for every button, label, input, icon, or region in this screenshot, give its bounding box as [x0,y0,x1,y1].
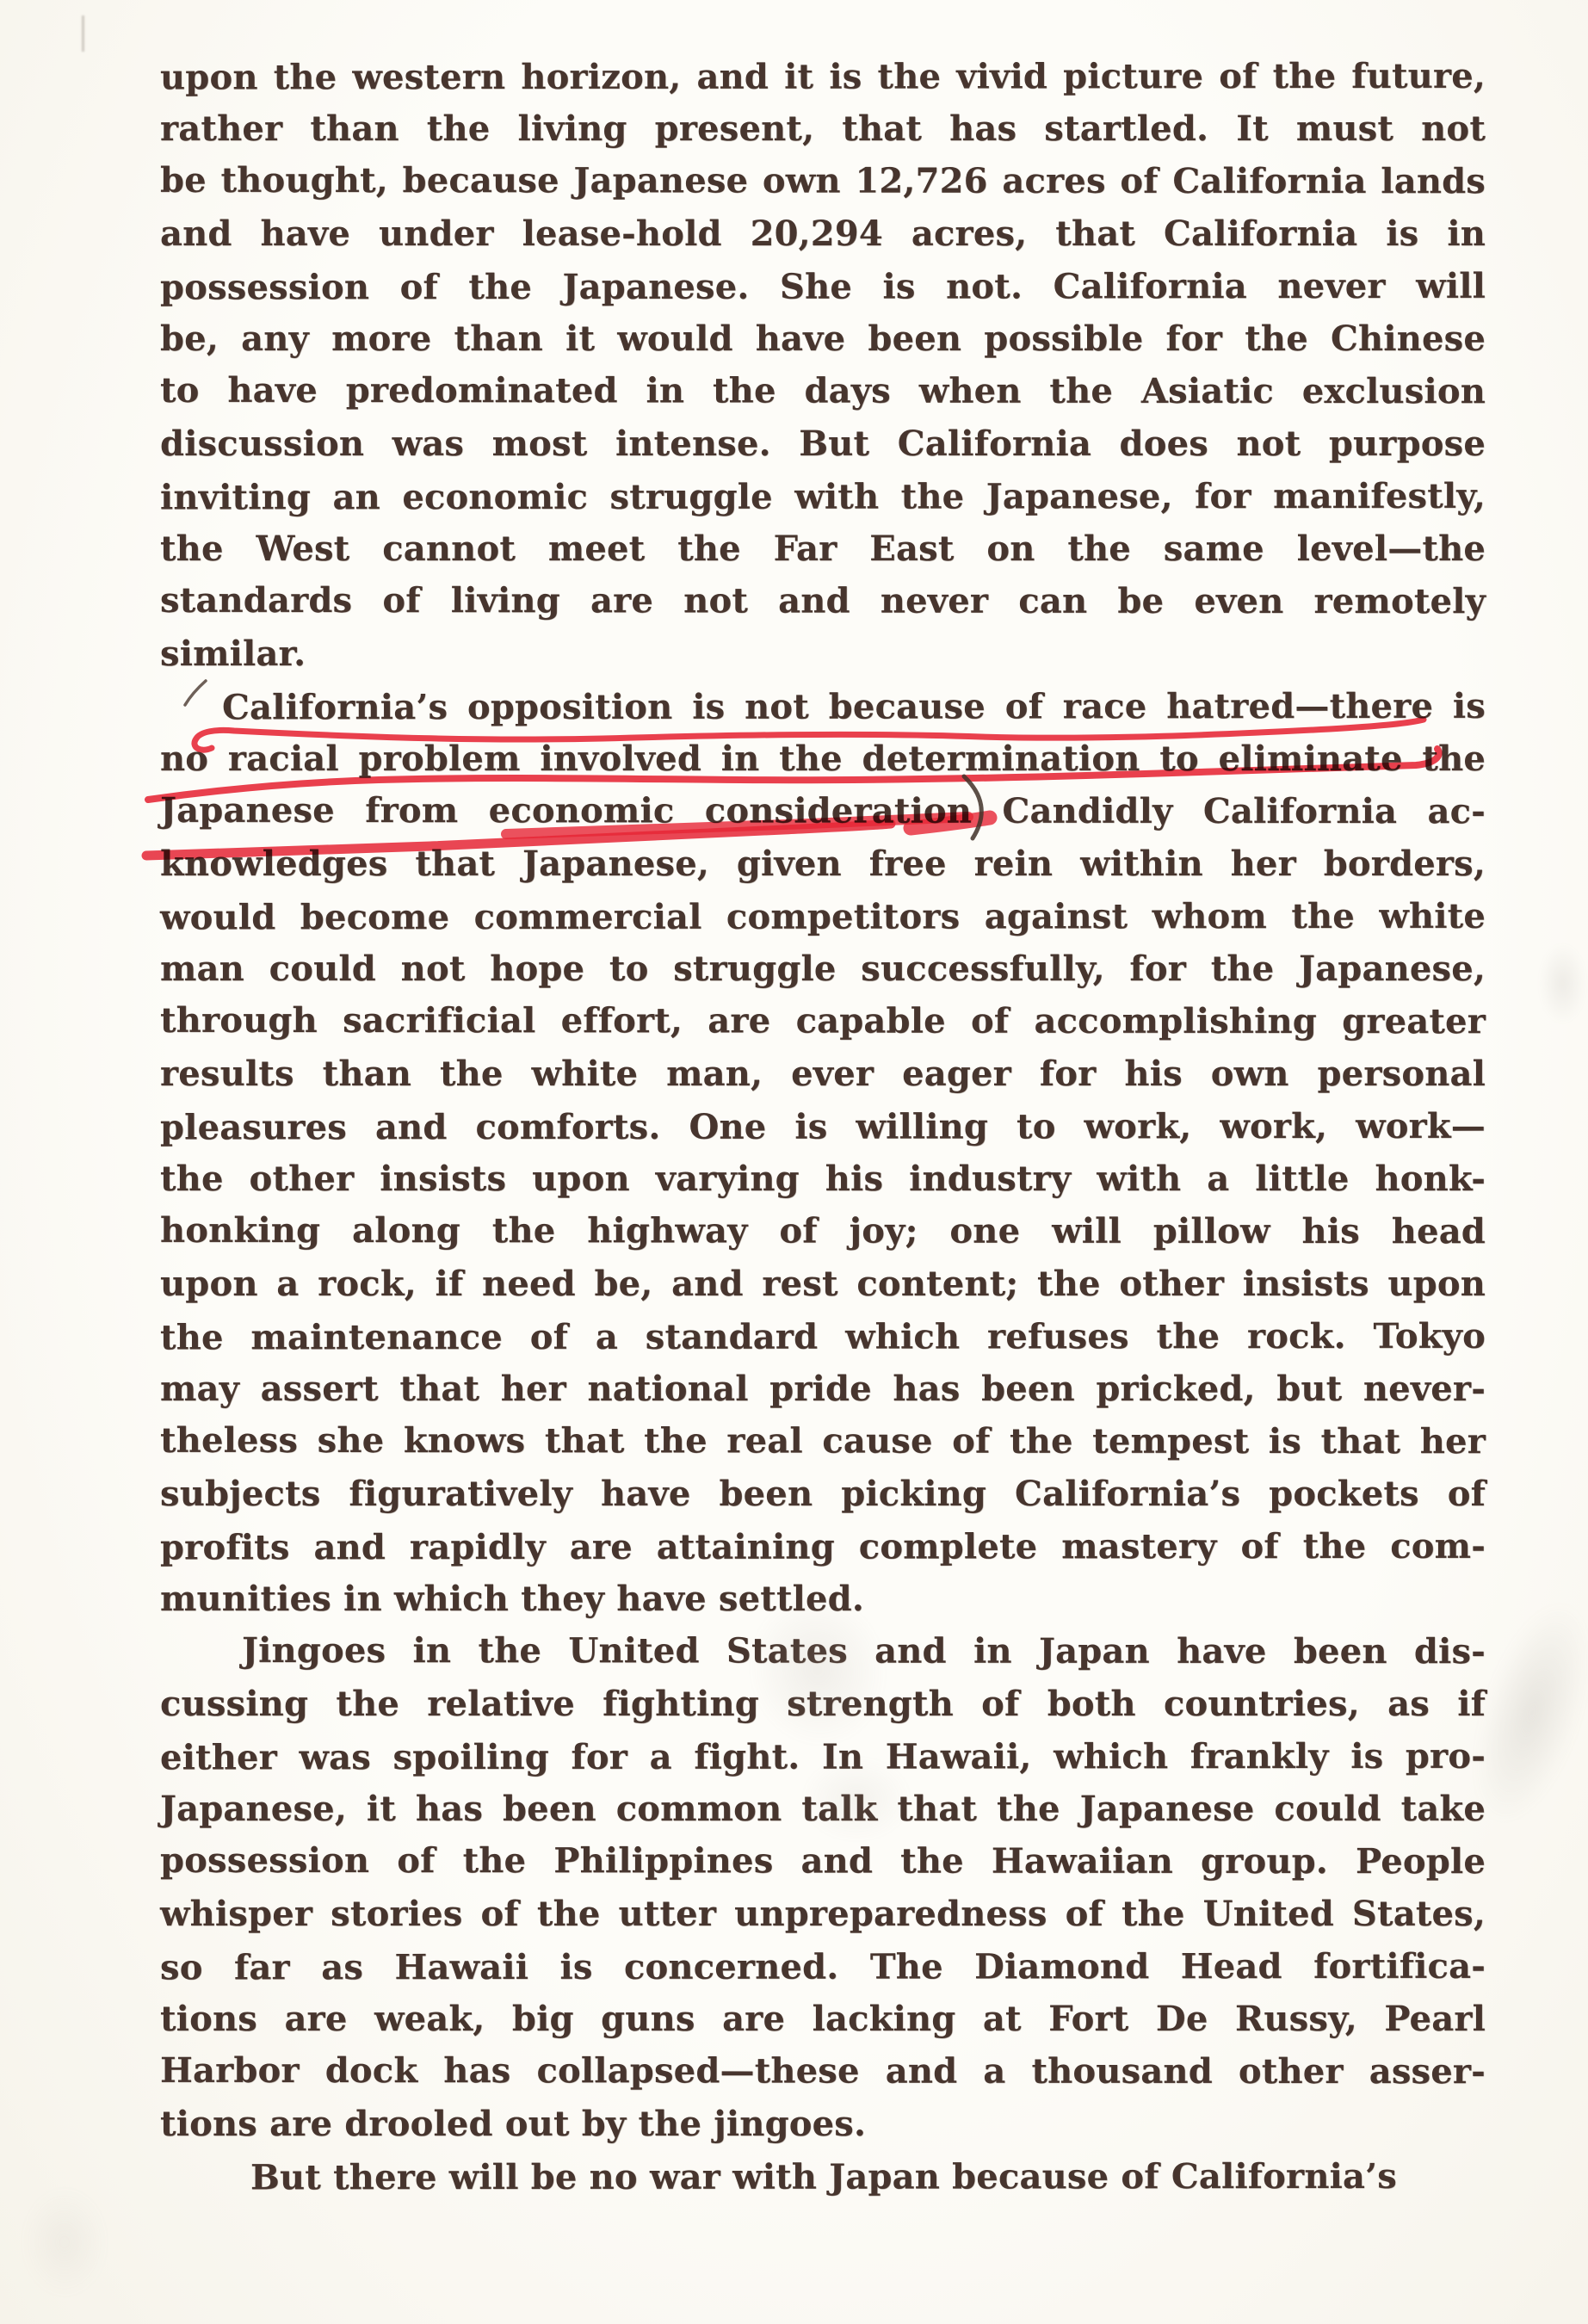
text-line: California’s opposition is not because of race hatred—there is [221,685,1486,728]
text-line: would become commercial competitors against whom the white [159,895,1486,938]
text-line: be thought, because Japanese own 12,726 acres of California lands [159,159,1486,202]
text-line: inviting an economic struggle with the Japanese, for manifestly, [159,475,1486,518]
text-line: either was spoiling for a fight. In Hawaii, which frankly is pro- [159,1735,1486,1778]
text-line: through sacrificial effort, are capable of accomplishing greater [159,999,1486,1042]
text-line: to have predominated in the days when the Asiatic exclusion [159,369,1486,412]
text-line: pleasures and comforts. One is willing to work, work, work— [159,1105,1486,1148]
text-line: similar. [160,634,306,674]
text-line: Japanese from economic consideration Candidly California ac- [159,789,1486,832]
text-line: honking along the highway of joy; one will pillow his head [159,1209,1486,1252]
text-line: the maintenance of a standard which refuses the rock. Tokyo [159,1315,1486,1358]
text-line: possession of the Philippines and the Hawaiian group. People [159,1839,1486,1882]
text-line: subjects figuratively have been picking California’s pockets of [160,1474,1486,1514]
text-line: no racial problem involved in the determination to eliminate the [160,739,1486,779]
text-line: discussion was most intense. But California does not purpose [160,423,1486,464]
text-line: whisper stories of the utter unpreparedness of the United States, [160,1894,1486,1934]
text-line: But there will be no war with Japan because of California’s [250,2155,1397,2198]
text-line: profits and rapidly are attaining complete mastery of the com- [159,1525,1486,1568]
text-line: knowledges that Japanese, given free rein within her borders, [160,844,1486,884]
scan-smudge [22,2186,108,2298]
text-line: tions are weak, big guns are lacking at Fort De Russy, Pearl [160,1999,1486,2039]
text-line: may assert that her national pride has been pricked, but never- [160,1369,1486,1409]
scan-smudge [1539,943,1586,1024]
text-line: theless she knows that the real cause of the tempest is that her [159,1419,1486,1462]
text-line: cussing the relative fighting strength of both countries, as if [160,1684,1486,1724]
text-line: Japanese, it has been common talk that the Japanese could take [160,1789,1486,1829]
text-line: Jingoes in the United States and in Japan have been dis- [241,1629,1486,1672]
text-line: upon the western horizon, and it is the vivid picture of the future, [159,55,1486,98]
text-line: the other insists upon varying his industry with a little honk- [160,1159,1486,1199]
text-line: Harbor dock has collapsed—these and a thousand other asser- [159,2049,1486,2092]
scan-edge-artifact [82,15,84,52]
text-line: the West cannot meet the Far East on the same level—the [160,528,1486,569]
text-line: and have under lease-hold 20,294 acres, that California is in [160,213,1486,254]
page-text [160,50,1486,2203]
text-line: man could not hope to struggle successfully, for the Japanese, [160,949,1486,989]
text-line: munities in which they have settled. [160,1579,864,1619]
text-line: standards of living are not and never can be even remotely [159,579,1486,622]
text-line: tions are drooled out by the jingoes. [160,2104,867,2144]
text-line: rather than the living present, that has startled. It must not [160,108,1486,149]
text-line: possession of the Japanese. She is not. California never will [159,265,1486,308]
text-line: results than the white man, ever eager for his own personal [160,1054,1486,1094]
text-line: be, any more than it would have been possible for the Chinese [160,318,1486,359]
text-line: so far as Hawaii is concerned. The Diamond Head fortifica- [159,1945,1486,1988]
text-line: upon a rock, if need be, and rest content; the other insists upon [160,1264,1486,1304]
